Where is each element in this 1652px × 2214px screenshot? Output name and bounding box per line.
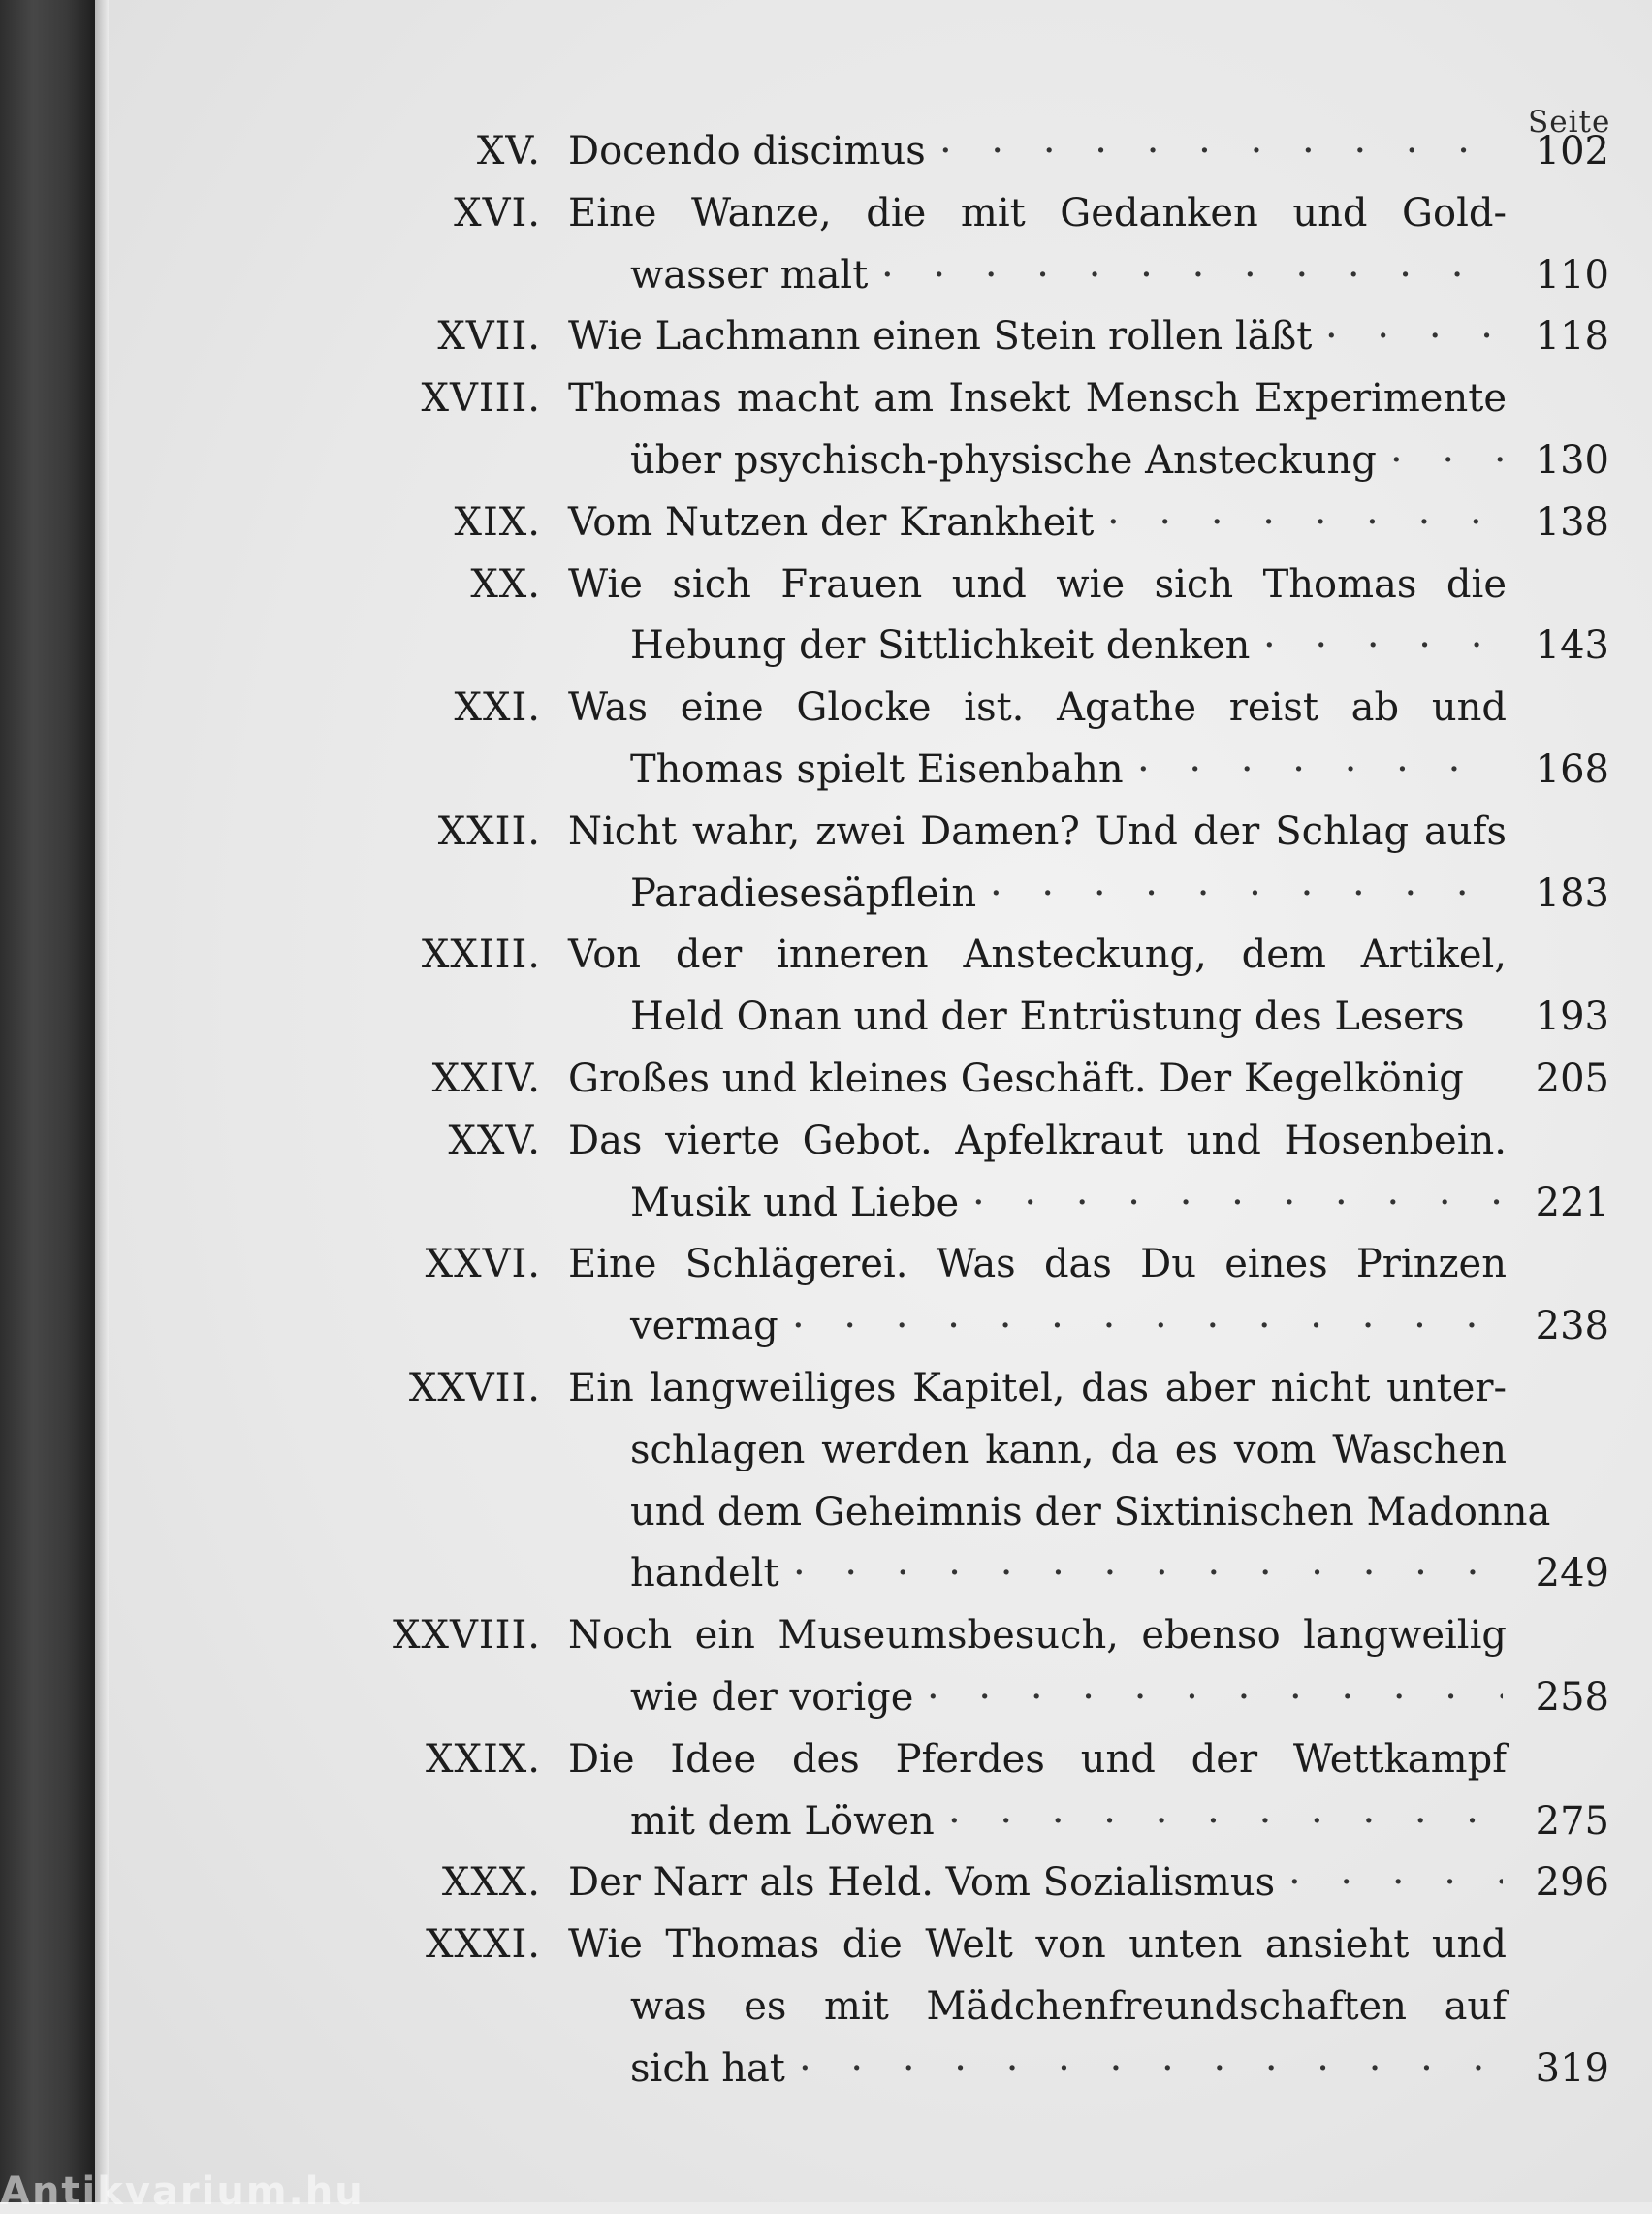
leader-dots (793, 1544, 1503, 1602)
leader-dots (1107, 493, 1503, 552)
toc-line (0, 988, 1652, 1046)
toc-line (0, 2040, 1652, 2098)
toc-line (0, 493, 1652, 552)
chapter-numeral: XXX. (441, 1860, 541, 1906)
chapter-page-number: 193 (1535, 995, 1609, 1040)
leader-dots (939, 122, 1503, 180)
chapter-title-line: vermag (630, 1304, 778, 1349)
chapter-title-line: wie der vorige (630, 1675, 914, 1720)
leader-dots (1288, 1853, 1503, 1912)
chapter-title-line: Die Idee des Pferdes und der Wettkampf (568, 1736, 1507, 1782)
toc-line (0, 1050, 1652, 1108)
chapter-title-line: Noch ein Museumsbesuch, ebenso langweilig (568, 1613, 1507, 1659)
chapter-page-number: 183 (1535, 870, 1609, 916)
leader-dots (1263, 617, 1503, 675)
chapter-title-line: Paradiesesäpflein (630, 870, 977, 916)
leader-dots (990, 865, 1503, 923)
chapter-page-number: 143 (1535, 623, 1609, 669)
chapter-page-number: 130 (1535, 438, 1609, 483)
chapter-numeral: XXVII. (408, 1366, 541, 1410)
chapter-numeral: XX. (470, 561, 541, 607)
leader-dots (1137, 741, 1503, 799)
chapter-title-line: sich hat (630, 2045, 785, 2091)
chapter-numeral: XXVI. (425, 1242, 541, 1287)
chapter-title-line: und dem Geheimnis der Sixtinischen Madonna (630, 1489, 1551, 1534)
chapter-title-line: was es mit Mädchenfreundschaften auf (630, 1984, 1507, 2029)
toc-line (0, 741, 1652, 799)
toc-line (0, 1112, 1652, 1170)
chapter-title-line: Was eine Glocke ist. Agathe reist ab und (568, 685, 1507, 731)
chapter-title-line: Wie sich Frauen und wie sich Thomas die (568, 561, 1507, 607)
chapter-numeral: XVII. (437, 314, 541, 360)
toc-line (0, 431, 1652, 490)
chapter-title-line: schlagen werden kann, da es vom Waschen (630, 1427, 1507, 1472)
chapter-numeral: XIX. (454, 499, 541, 545)
chapter-numeral: XV. (476, 129, 541, 174)
toc-line (0, 1792, 1652, 1850)
chapter-page-number: 238 (1535, 1304, 1609, 1349)
toc-line (0, 803, 1652, 861)
chapter-title-line: Hebung der Sittlichkeit denken (630, 623, 1251, 669)
toc-line (0, 926, 1652, 984)
toc-line (0, 184, 1652, 242)
chapter-numeral: XVIII. (421, 376, 541, 422)
toc-line (0, 1235, 1652, 1293)
leader-dots (948, 1792, 1503, 1850)
chapter-title-line: Das vierte Gebot. Apfelkraut und Hosenbein. (568, 1118, 1507, 1163)
chapter-page-number: 102 (1535, 129, 1609, 174)
chapter-page-number: 258 (1535, 1675, 1609, 1720)
toc-line (0, 1977, 1652, 2036)
chapter-title-line: Thomas macht am Insekt Mensch Experimente (568, 376, 1507, 422)
chapter-numeral: XVI. (454, 190, 541, 236)
chapter-page-number: 118 (1535, 314, 1609, 360)
leader-dots (1325, 307, 1503, 365)
chapter-title-line: Nicht wahr, zwei Damen? Und der Schlag aufs (568, 808, 1507, 854)
toc-line (0, 679, 1652, 737)
watermark: Antikvarium.hu (0, 2169, 365, 2214)
chapter-numeral: XXI. (454, 685, 541, 731)
chapter-title-line: Der Narr als Held. Vom Sozialismus (568, 1860, 1276, 1906)
chapter-page-number: 168 (1535, 747, 1609, 792)
toc-line (0, 1483, 1652, 1541)
chapter-page-number: 319 (1535, 2045, 1609, 2091)
chapter-page-number: 275 (1535, 1798, 1609, 1844)
chapter-numeral: XXIII. (421, 933, 541, 978)
chapter-title-line: handelt (630, 1551, 779, 1597)
toc-line (0, 122, 1652, 180)
chapter-numeral: XXVIII. (393, 1613, 541, 1659)
toc-line (0, 617, 1652, 675)
toc-line (0, 1544, 1652, 1602)
chapter-title-line: Von der inneren Ansteckung, dem Artikel, (568, 933, 1507, 978)
toc-line (0, 369, 1652, 427)
chapter-title-line: Eine Wanze, die mit Gedanken und Gold- (568, 190, 1507, 236)
page-column-header: Seite (1528, 105, 1611, 140)
leader-dots (972, 1174, 1503, 1232)
chapter-page-number: 249 (1535, 1551, 1609, 1597)
chapter-page-number: 138 (1535, 499, 1609, 545)
chapter-page-number: 110 (1535, 252, 1609, 298)
toc-line (0, 1421, 1652, 1479)
chapter-title-line: Vom Nutzen der Krankheit (568, 499, 1095, 545)
chapter-page-number: 296 (1535, 1860, 1609, 1906)
toc-line (0, 307, 1652, 365)
toc-line (0, 1359, 1652, 1417)
chapter-title-line: Wie Thomas die Welt von unten ansieht und (568, 1922, 1507, 1968)
toc-line (0, 865, 1652, 923)
toc-line (0, 1606, 1652, 1664)
chapter-title-line: Thomas spielt Eisenbahn (630, 747, 1124, 792)
toc-line (0, 1853, 1652, 1912)
chapter-title-line: mit dem Löwen (630, 1798, 935, 1844)
toc-line (0, 1668, 1652, 1726)
chapter-title-line: über psychisch-physische Ansteckung (630, 438, 1377, 483)
chapter-numeral: XXII. (437, 808, 541, 854)
chapter-numeral: XXXI. (426, 1922, 541, 1968)
leader-dots (792, 1297, 1503, 1355)
toc-line (0, 1915, 1652, 1974)
chapter-title-line: Held Onan und der Entrüstung des Lesers (630, 995, 1465, 1040)
toc-line (0, 1297, 1652, 1355)
leader-dots (799, 2040, 1503, 2098)
chapter-title-line: wasser malt (630, 252, 869, 298)
chapter-page-number: 221 (1535, 1180, 1609, 1225)
chapter-title-line: Musik und Liebe (630, 1180, 960, 1225)
chapter-page-number: 205 (1535, 1057, 1609, 1101)
leader-dots (927, 1668, 1503, 1726)
chapter-numeral: XXIX. (426, 1736, 541, 1782)
toc-line (0, 555, 1652, 614)
leader-dots (1390, 431, 1503, 490)
chapter-title-line: Docendo discimus (568, 129, 926, 174)
toc-line (0, 1174, 1652, 1232)
toc-line (0, 246, 1652, 304)
chapter-title-line: Eine Schlägerei. Was das Du eines Prinzen (568, 1242, 1507, 1287)
chapter-title-line: Ein langweiliges Kapitel, das aber nicht unter- (568, 1366, 1507, 1410)
chapter-numeral: XXV. (448, 1118, 541, 1163)
chapter-title-line: Großes und kleines Geschäft. Der Kegelkönig (568, 1057, 1464, 1101)
toc-line (0, 1730, 1652, 1788)
chapter-title-line: Wie Lachmann einen Stein rollen läßt (568, 314, 1313, 360)
chapter-numeral: XXIV. (431, 1057, 541, 1101)
leader-dots (881, 246, 1503, 304)
